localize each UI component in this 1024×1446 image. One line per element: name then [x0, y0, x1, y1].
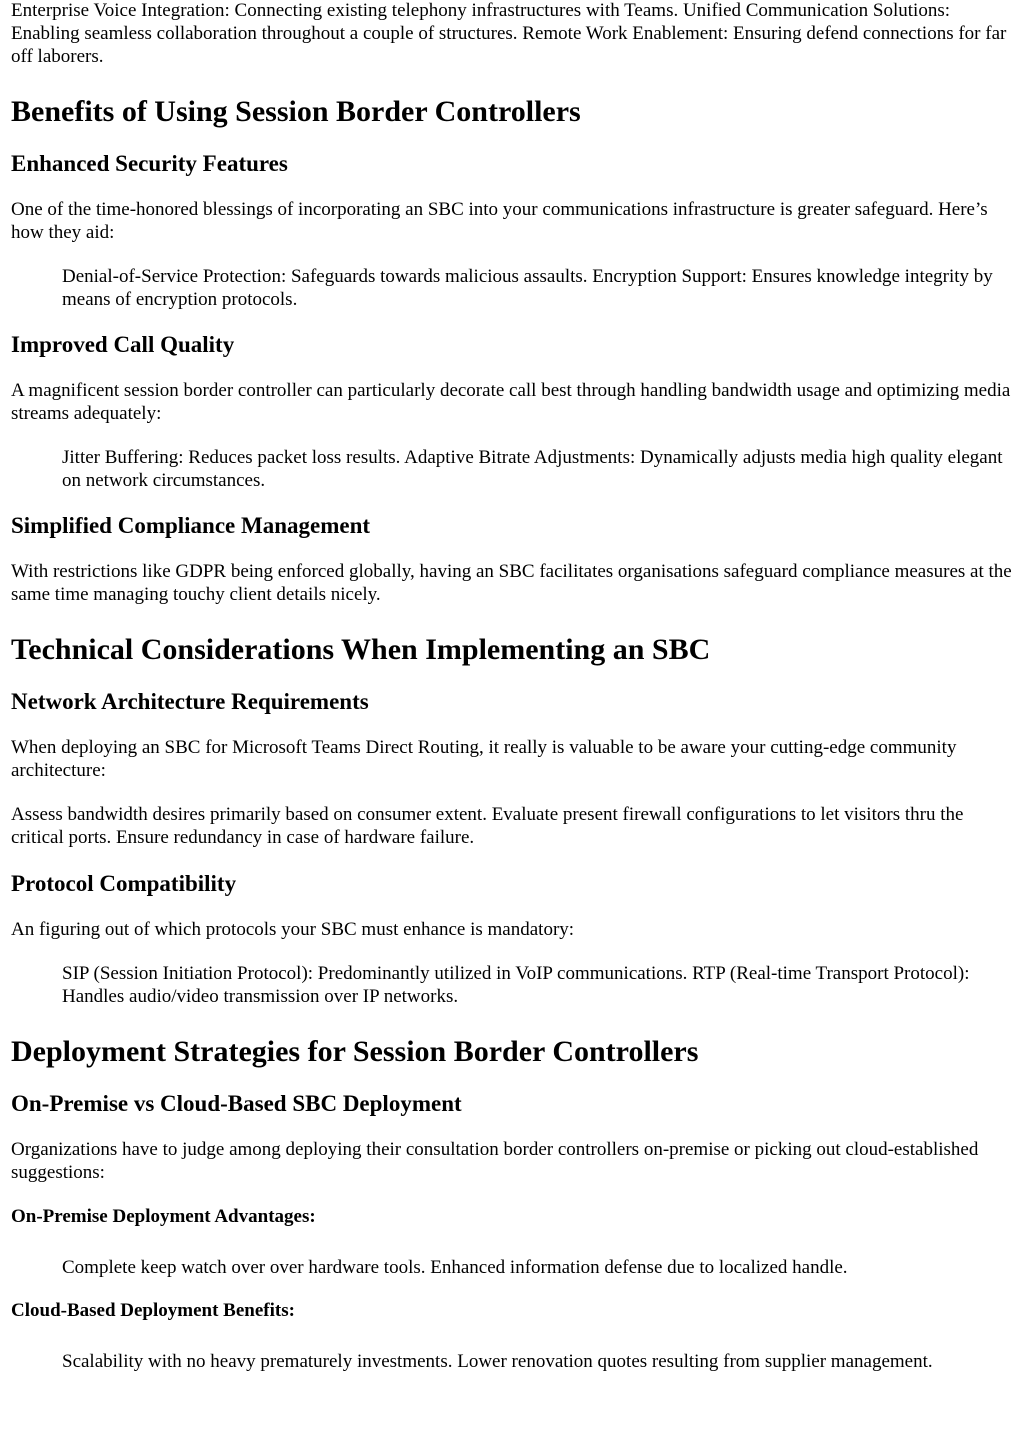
network-paragraph-2: Assess bandwidth desires primarily based on consumer extent. Evaluate present firewall configurations to let visitors thru the critical ports. Ensure redundancy in case of hardware failure. [11, 804, 964, 848]
heading-call-quality: Improved Call Quality [11, 332, 235, 357]
call-quality-quote: Jitter Buffering: Reduces packet loss results. Adaptive Bitrate Adjustments: Dynamically adjusts media high quality elegant on network circumstances. [62, 447, 1003, 491]
call-quality-paragraph: A magnificent session border controller can particularly decorate call best through handling bandwidth usage and optimizing media streams adequately: [11, 380, 1011, 424]
heading-protocol: Protocol Compatibility [11, 871, 237, 896]
intro-paragraph: Enterprise Voice Integration: Connecting existing telephony infrastructures with Teams. Unified Communication Solutions: Enabling seamless collaboration throughout a couple of structures. Remote Work Enablement: Ensuring defend connections for far off laborers. [11, 0, 1007, 67]
section-title-deployment: Deployment Strategies for Session Border Controllers [11, 1035, 699, 1068]
protocol-quote: SIP (Session Initiation Protocol): Predominantly utilized in VoIP communications. RTP (Real-time Transport Protocol): Handles audio/video transmission over IP networks. [62, 963, 970, 1007]
network-paragraph: When deploying an SBC for Microsoft Teams Direct Routing, it really is valuable to be aware your cutting-edge community architecture: [11, 737, 957, 781]
heading-cloud-benefits: Cloud-Based Deployment Benefits: [11, 1300, 295, 1321]
heading-compliance: Simplified Compliance Management [11, 513, 371, 538]
protocol-paragraph: An figuring out of which protocols your SBC must enhance is mandatory: [11, 919, 575, 940]
onprem-quote: Complete keep watch over over hardware tools. Enhanced information defense due to localized handle. [62, 1257, 848, 1278]
cloud-quote: Scalability with no heavy prematurely investments. Lower renovation quotes resulting from supplier management. [62, 1351, 933, 1372]
section-title-benefits: Benefits of Using Session Border Controllers [11, 95, 581, 128]
security-quote: Denial-of-Service Protection: Safeguards towards malicious assaults. Encryption Support: Ensures knowledge integrity by means of encryption protocols. [62, 266, 993, 310]
section-title-technical: Technical Considerations When Implementing an SBC [11, 633, 711, 666]
security-paragraph: One of the time-honored blessings of incorporating an SBC into your communications infrastructure is greater safeguard. Here’s how they aid: [11, 199, 988, 243]
compliance-paragraph: With restrictions like GDPR being enforced globally, having an SBC facilitates organisations safeguard compliance measures at the same time managing touchy client details nicely. [11, 561, 1012, 605]
onprem-vs-cloud-paragraph: Organizations have to judge among deploying their consultation border controllers on-premise or picking out cloud-established suggestions: [11, 1139, 979, 1183]
heading-onprem-vs-cloud: On-Premise vs Cloud-Based SBC Deployment [11, 1091, 462, 1116]
heading-onprem-advantages: On-Premise Deployment Advantages: [11, 1206, 316, 1227]
heading-network-architecture: Network Architecture Requirements [11, 689, 369, 714]
heading-security: Enhanced Security Features [11, 151, 288, 176]
